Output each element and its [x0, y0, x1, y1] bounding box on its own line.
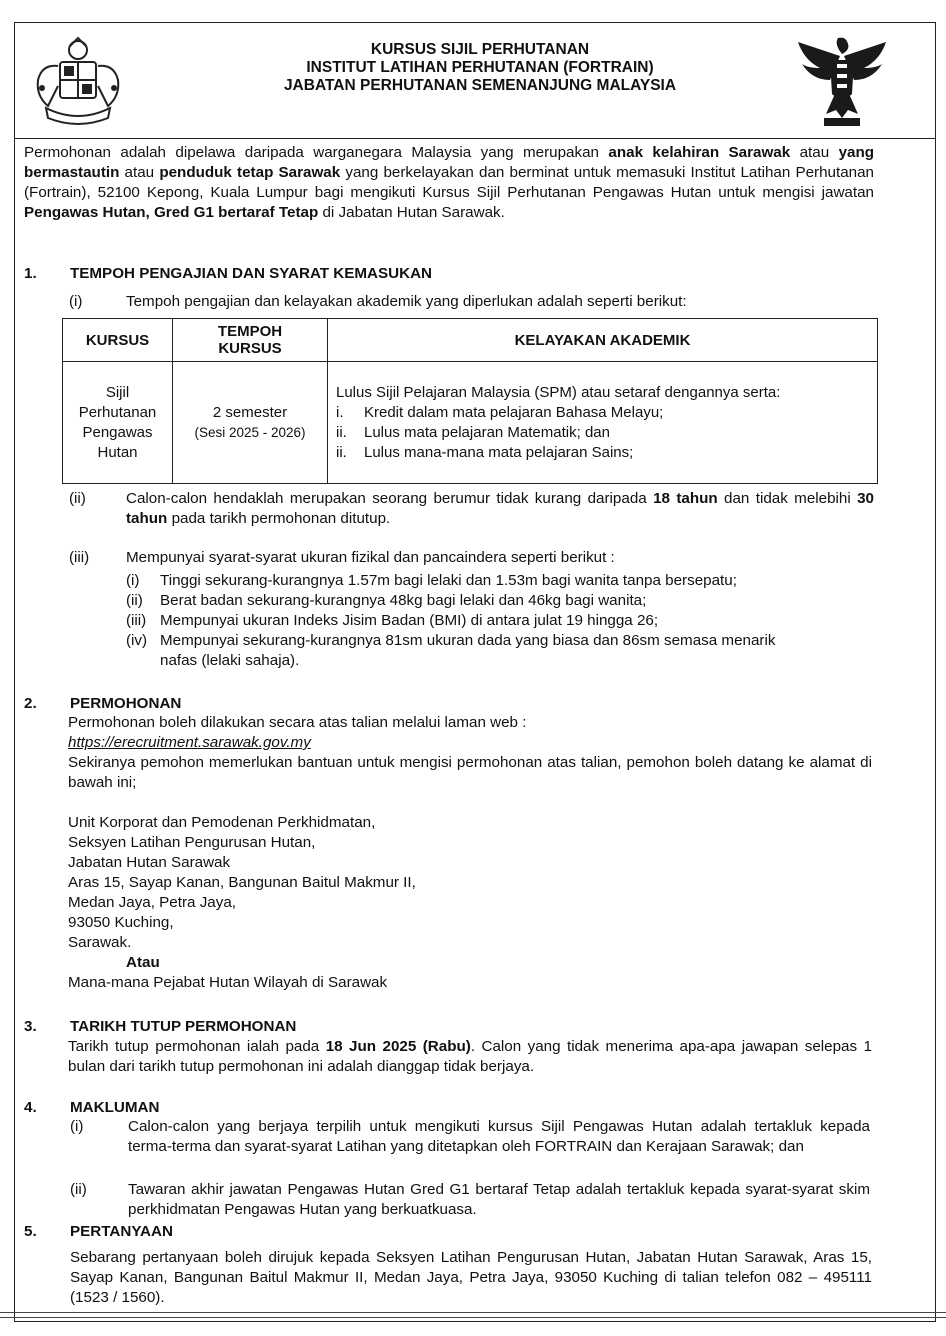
section-3-title: TARIKH TUTUP PERMOHONAN: [70, 1018, 297, 1035]
intro-bold-2: yang bermastautin: [24, 144, 875, 181]
list-item-text: Tinggi sekurang-kurangnya 1.57m bagi lelaki dan 1.53m bagi wanita tanpa bersepatu;: [160, 572, 737, 589]
session-text: (Sesi 2025 - 2026): [194, 424, 306, 440]
qualification-item-number: i.: [336, 403, 344, 421]
address-line: Unit Korporat dan Pemodenan Perkhidmatan,: [68, 814, 376, 831]
bottom-divider: [0, 1312, 946, 1313]
address-line: Jabatan Hutan Sarawak: [68, 854, 231, 871]
col-header-tempoh-line2: KURSUS: [218, 340, 282, 357]
qualification-item-text: Kredit dalam mata pelajaran Bahasa Melayu;: [364, 403, 664, 421]
section-1-title: TEMPOH PENGAJIAN DAN SYARAT KEMASUKAN: [70, 265, 432, 282]
application-text: Permohonan boleh dilakukan secara atas talian melalui laman web :: [68, 714, 527, 731]
address-line: Aras 15, Sayap Kanan, Bangunan Baitul Makmur II,: [68, 874, 416, 891]
closing-text-1: Tarikh tutup permohonan ialah pada: [68, 1038, 326, 1055]
intro-bold-4: Pengawas Hutan, Gred G1 bertaraf Tetap: [24, 204, 319, 221]
address-line: Seksyen Latihan Pengurusan Hutan,: [68, 834, 316, 851]
section-5-number: 5.: [24, 1223, 37, 1240]
intro-text-5: di Jabatan Hutan Sarawak.: [318, 204, 505, 221]
notice-ii-label: (ii): [70, 1181, 87, 1198]
qualification-item: [336, 403, 871, 423]
intro-paragraph: [24, 143, 874, 223]
header-title-line1: KURSUS SIJIL PERHUTANAN: [370, 41, 590, 58]
intro-text-2: atau: [790, 144, 839, 161]
course-line: Pengawas: [82, 423, 153, 441]
col-header-kursus: KURSUS: [63, 319, 173, 362]
section-2-title: PERMOHONAN: [70, 695, 182, 712]
header-title-line2: INSTITUT LATIHAN PERHUTANAN (FORTRAIN): [306, 59, 654, 76]
intro-text-3: atau: [119, 164, 160, 181]
item-i-label: (i): [69, 293, 83, 310]
notice-i-text: Calon-calon yang berjaya terpilih untuk mengikuti kursus Sijil Pengawas Hutan adalah tertakluk kepada terma-terma dan syarat-syarat Latihan yang ditetapkan oleh FORTRAIN dan Kerajaan Sarawak; dan: [128, 1118, 870, 1155]
section-3-number: 3.: [24, 1018, 37, 1035]
list-item: [126, 571, 737, 591]
list-item-number: (iii): [126, 612, 147, 629]
list-item: [126, 631, 775, 651]
qualification-item-number: ii.: [336, 423, 347, 441]
item-ii-text-1: Calon-calon hendaklah merupakan seorang berumur tidak kurang daripada: [126, 490, 654, 507]
course-line: Sijil: [105, 383, 130, 401]
qualification-item-number: ii.: [336, 443, 347, 461]
header-title-line3: JABATAN PERHUTANAN SEMENANJUNG MALAYSIA: [283, 77, 677, 94]
col-header-tempoh: [173, 319, 328, 362]
closing-date: 18 Jun 2025 (Rabu): [325, 1038, 471, 1055]
document-header: [0, 0, 946, 140]
header-titles: [180, 41, 780, 95]
sarawak-coat-of-arms-logo: [790, 34, 894, 130]
item-ii-bold-2: 30 tahun: [126, 490, 874, 527]
item-ii-text-3: pada tarikh permohonan ditutup.: [167, 510, 391, 527]
notice-ii-text: Tawaran akhir jawatan Pengawas Hutan Gred G1 bertaraf Tetap adalah tertakluk kepada syarat-syarat skim perkhidmatan Pengawas Hutan yang berkuatkuasa.: [128, 1181, 870, 1218]
qualification-table: [62, 318, 878, 484]
cell-qualification: [328, 362, 878, 484]
list-item-continuation: nafas (lelaki sahaja).: [160, 652, 300, 669]
table-row: [63, 362, 878, 484]
alternative-office-text: Mana-mana Pejabat Hutan Wilayah di Sarawak: [68, 974, 388, 991]
header-divider: [14, 138, 936, 139]
item-iii-text: Mempunyai syarat-syarat ukuran fizikal dan pancaindera seperti berikut :: [126, 549, 615, 566]
atau-label: Atau: [126, 954, 160, 971]
section-4-title: MAKLUMAN: [70, 1099, 160, 1116]
list-item-number: (ii): [126, 592, 143, 609]
section-5-title: PERTANYAAN: [70, 1223, 173, 1240]
item-ii-text: [126, 489, 874, 529]
list-item-text: Mempunyai sekurang-kurangnya 81sm ukuran dada yang biasa dan 86sm semasa menarik: [160, 632, 776, 649]
section-2-body: [68, 713, 872, 993]
list-item-text: Mempunyai ukuran Indeks Jisim Badan (BMI) di antara julat 19 hingga 26;: [160, 612, 659, 629]
list-item: [126, 611, 658, 631]
bottom-divider: [0, 1317, 946, 1318]
erecruitment-link[interactable]: https://erecruitment.sarawak.gov.my: [68, 734, 311, 751]
qualification-item-text: Lulus mana-mana mata pelajaran Sains;: [364, 443, 634, 461]
assistance-text: Sekiranya pemohon memerlukan bantuan untuk mengisi permohonan atas talian, pemohon boleh datang ke alamat di bawah ini;: [68, 754, 872, 791]
enquiry-text: Sebarang pertanyaan boleh dirujuk kepada Seksyen Latihan Pengurusan Hutan, Jabatan Hutan Sarawak, Aras 15, Sayap Kanan, Bangunan Baitul Makmur II, Medan Jaya, Petra Jaya, 93050 Kuching di talian telefon 082 – 495111 (1523 / 1560).: [70, 1249, 872, 1306]
qualification-item-text: Lulus mata pelajaran Matematik; dan: [364, 423, 610, 441]
course-line: Hutan: [97, 443, 138, 461]
closing-date-text: [68, 1037, 872, 1077]
cell-duration: [173, 362, 328, 484]
list-item-text: Berat badan sekurang-kurangnya 48kg bagi lelaki dan 46kg bagi wanita;: [160, 592, 647, 609]
item-ii-bold-1: 18 tahun: [653, 490, 718, 507]
address-line: Medan Jaya, Petra Jaya,: [68, 894, 236, 911]
section-1-number: 1.: [24, 265, 37, 282]
intro-bold-1: anak kelahiran Sarawak: [608, 144, 791, 161]
qualification-item: [336, 423, 871, 443]
malaysia-coat-of-arms-logo: [28, 36, 128, 128]
item-iii-label: (iii): [69, 549, 90, 566]
address-line: Sarawak.: [68, 934, 132, 951]
list-item: [126, 591, 646, 611]
list-item-number: (i): [126, 572, 140, 589]
intro-bold-3: penduduk tetap Sarawak: [159, 164, 341, 181]
notice-i-label: (i): [70, 1118, 84, 1135]
intro-text-1: Permohonan adalah dipelawa daripada warganegara Malaysia yang merupakan: [24, 144, 609, 161]
col-header-tempoh-line1: TEMPOH: [217, 323, 283, 340]
item-i-text: Tempoh pengajian dan kelayakan akademik yang diperlukan adalah seperti berikut:: [126, 293, 687, 310]
duration-text: 2 semester: [212, 403, 288, 421]
item-ii-label: (ii): [69, 490, 86, 507]
qualification-intro: Lulus Sijil Pelajaran Malaysia (SPM) atau setaraf dengannya serta:: [336, 383, 781, 401]
item-ii-text-2: dan tidak melebihi: [717, 490, 858, 507]
intro-text-4: yang berkelayakan dan berminat untuk memasuki Institut Latihan Perhutanan (Fortrain), 52100 Kepong, Kuala Lumpur bagi mengikuti Kursus Sijil Perhutanan Pengawas Hutan untuk mengisi jawatan: [24, 164, 875, 201]
address-line: 93050 Kuching,: [68, 914, 174, 931]
course-line: Perhutanan: [78, 403, 157, 421]
cell-course: [63, 362, 173, 484]
qualification-item: [336, 443, 871, 463]
section-4-number: 4.: [24, 1099, 37, 1116]
table-header-row: [63, 319, 878, 362]
list-item-number: (iv): [126, 632, 148, 649]
closing-text-2: . Calon yang tidak menerima apa-apa jawapan selepas 1 bulan dari tarikh tutup permohonan ini adalah dianggap tidak berjaya.: [68, 1038, 872, 1075]
section-2-number: 2.: [24, 695, 37, 712]
col-header-kelayakan: KELAYAKAN AKADEMIK: [328, 319, 878, 362]
